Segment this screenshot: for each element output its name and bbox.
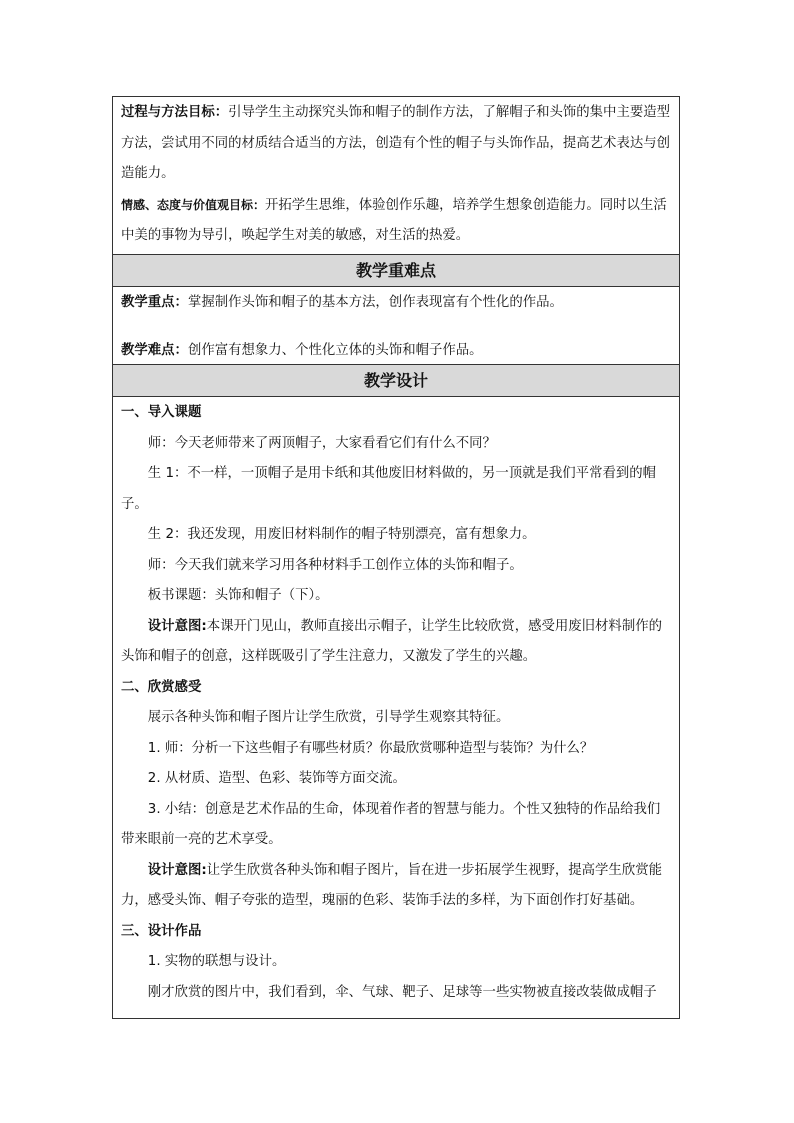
s1-paragraph: 师：今天老师带来了两顶帽子，大家看看它们有什么不同？	[147, 435, 496, 451]
intent-text: 让学生欣赏各种头饰和帽子图片，旨在进一步拓展学生视野，提高学生欣赏能力，感受头饰、帽子夸张的造型，瑰丽的色彩、装饰手法的多样，为下面创作打好基础。	[121, 862, 662, 908]
s3-paragraph: 刚才欣赏的图片中，我们看到，伞、气球、靶子、足球等一些实物被直接改装做成帽子	[147, 984, 657, 1000]
difficulty-text: 创作富有想象力、个性化立体的头饰和帽子作品。	[187, 343, 483, 358]
process-objective	[121, 98, 671, 190]
focus-line	[121, 291, 671, 315]
difficulty-label: 教学难点：	[121, 343, 188, 358]
s2-list-item: 3. 小结：创意是艺术作品的生命，体现着作者的智慧与能力。个性又独特的作品给我们带来眼前一亮的艺术享受。	[121, 801, 661, 847]
focus-text: 掌握制作头饰和帽子的基本方法，创作表现富有个性化的作品。	[187, 295, 563, 310]
difficulty-line	[121, 339, 671, 363]
s2-list-item: 1. 师：分析一下这些帽子有哪些材质？你最欣赏哪种造型与装饰？为什么？	[147, 740, 594, 756]
intent-label: 设计意图:	[147, 862, 207, 878]
design-header: 教学设计	[113, 364, 679, 397]
process-label: 过程与方法目标：	[121, 105, 229, 120]
emotion-objective	[121, 190, 671, 252]
emotion-text: 开拓学生思维，体验创作乐趣，培养学生想象创造能力。同时以生活中美的事物为导引，唤起学生对美的敏感，对生活的热爱。	[121, 197, 667, 243]
design-cell	[113, 397, 679, 1018]
s3-list-item: 1. 实物的联想与设计。	[147, 954, 286, 969]
process-text: 引导学生主动探究头饰和帽子的制作方法，了解帽子和头饰的集中主要造型方法，尝试用不同的材质结合适当的方法，创造有个性的帽子与头饰作品，提高艺术表达与创造能力。	[121, 105, 671, 181]
focus-label: 教学重点：	[121, 295, 188, 310]
s2-paragraph: 展示各种头饰和帽子图片让学生欣赏，引导学生观察其特征。	[147, 710, 510, 725]
s1-design-intent	[121, 612, 671, 673]
s1-paragraph: 生 2：我还发现，用废旧材料制作的帽子特别漂亮，富有想象力。	[147, 527, 536, 542]
s2-list-item: 2. 从材质、造型、色彩、装饰等方面交流。	[147, 771, 406, 786]
s1-paragraph: 师：今天我们就来学习用各种材料手工创作立体的头饰和帽子。	[147, 557, 523, 573]
intent-text: 本课开门见山，教师直接出示帽子，让学生比较欣赏，感受用废旧材料制作的头饰和帽子的创意，这样既吸引了学生注意力，又激发了学生的兴趣。	[121, 618, 662, 664]
key-points-cell	[113, 287, 679, 364]
section3-title: 三、设计作品	[121, 923, 202, 939]
s1-paragraph: 生 1：不一样，一顶帽子是用卡纸和其他废旧材料做的，另一顶就是我们平常看到的帽子。	[121, 466, 657, 512]
section2-title: 二、欣赏感受	[121, 679, 202, 695]
s2-design-intent	[121, 856, 671, 917]
section1-title: 一、导入课题	[121, 405, 202, 420]
objectives-cell	[113, 97, 679, 254]
emotion-label: 情感、态度与价值观目标：	[121, 197, 266, 212]
s1-paragraph: 板书课题：头饰和帽子（下）。	[147, 588, 329, 603]
key-points-header: 教学重难点	[113, 254, 679, 287]
lesson-plan-table	[112, 96, 680, 1019]
intent-label: 设计意图:	[147, 618, 207, 634]
